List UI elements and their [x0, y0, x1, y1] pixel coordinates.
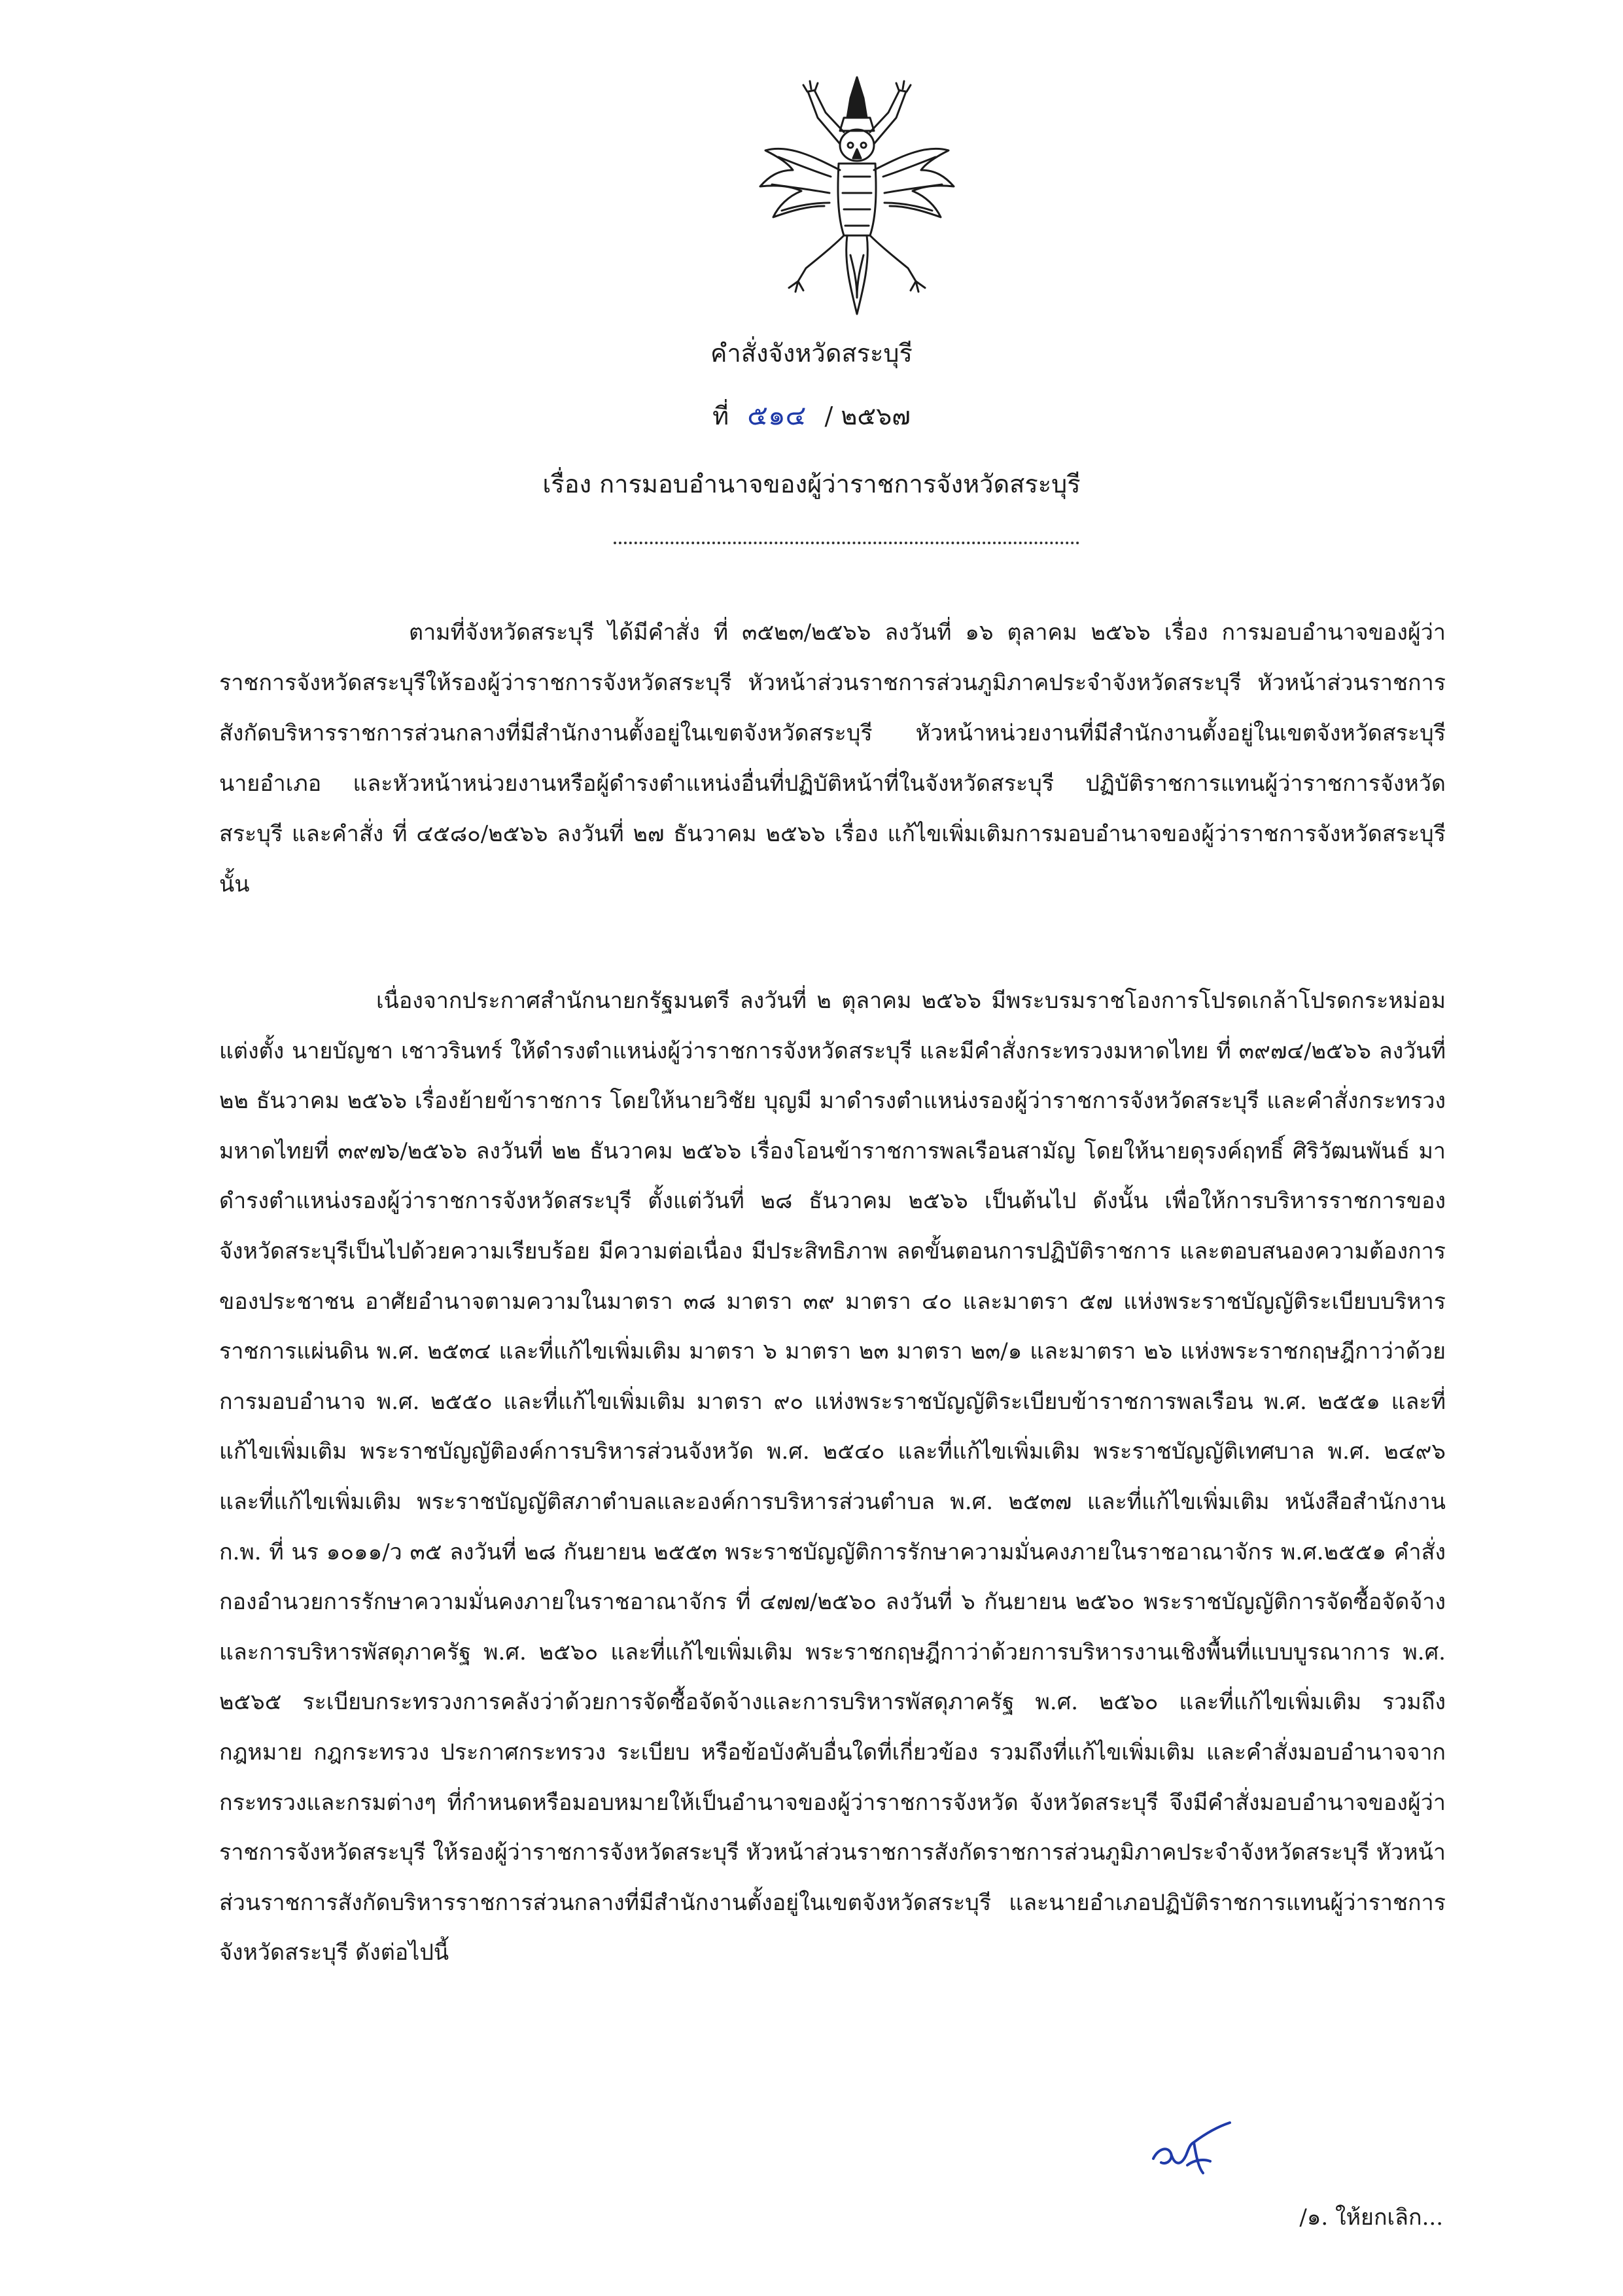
dotted-divider — [614, 542, 1079, 544]
garuda-emblem-icon — [752, 72, 962, 321]
continuation-note: /๑. ให้ยกเลิก... — [1299, 2204, 1443, 2231]
order-subject: เรื่อง การมอบอำนาจของผู้ว่าราชการจังหวัดสระบุรี — [542, 470, 1081, 498]
order-number-line — [0, 399, 1623, 432]
number-prefix: ที่ — [712, 402, 729, 430]
signature-initials-icon — [1148, 2119, 1233, 2182]
order-year: / ๒๕๖๗ — [824, 402, 911, 430]
order-number: ๕๑๔ — [747, 399, 807, 431]
paragraph-background: ตามที่จังหวัดสระบุรี ได้มีคำสั่ง ที่ ๓๕๒๓/๒๕๖๖ ลงวันที่ ๑๖ ตุลาคม ๒๕๖๖ เรื่อง การมอบอำนาจของผู้ว่าราชการจังหวัดสระบุรีให้รองผู้ว่าราชการจังหวัดสระบุรี หัวหน้าส่วนราชการส่วนภูมิภาคประจำจังหวัดสระบุรี หัวหน้าส่วนราชการสังกัดบริหารราชการส่วนกลางที่มีสำนักงานตั้งอยู่ในเขตจังหวัดสระบุรี หัวหน้าหน่วยงานที่มีสำนักงานตั้งอยู่ในเขตจังหวัดสระบุรี นายอำเภอ และหัวหน้าหน่วยงานหรือผู้ดำรงตำแหน่งอื่นที่ปฏิบัติหน้าที่ในจังหวัดสระบุรี ปฏิบัติราชการแทนผู้ว่าราชการจังหวัดสระบุรี และคำสั่ง ที่ ๔๕๘๐/๒๕๖๖ ลงวันที่ ๒๗ ธันวาคม ๒๕๖๖ เรื่อง แก้ไขเพิ่มเติมการมอบอำนาจของผู้ว่าราชการจังหวัดสระบุรี นั้น — [219, 619, 1446, 897]
paragraph-authority: เนื่องจากประกาศสำนักนายกรัฐมนตรี ลงวันที่ ๒ ตุลาคม ๒๕๖๖ มีพระบรมราชโองการโปรดเกล้าโปรดกระหม่อม แต่งตั้ง นายบัญชา เชาวรินทร์ ให้ดำรงตำแหน่งผู้ว่าราชการจังหวัดสระบุรี และมีคำสั่งกระทรวงมหาดไทย ที่ ๓๙๗๔/๒๕๖๖ ลงวันที่ ๒๒ ธันวาคม ๒๕๖๖ เรื่องย้ายข้าราชการ โดยให้นายวิชัย บุญมี มาดำรงตำแหน่งรองผู้ว่าราชการจังหวัดสระบุรี และคำสั่งกระทรวงมหาดไทยที่ ๓๙๗๖/๒๕๖๖ ลงวันที่ ๒๒ ธันวาคม ๒๕๖๖ เรื่องโอนข้าราชการพลเรือนสามัญ โดยให้นายดุรงค์ฤทธิ์ ศิริวัฒนพันธ์ มาดำรงตำแหน่งรองผู้ว่าราชการจังหวัดสระบุรี ตั้งแต่วันที่ ๒๘ ธันวาคม ๒๕๖๖ เป็นต้นไป ดังนั้น เพื่อให้การบริหารราชการของจังหวัดสระบุรีเป็นไปด้วยความเรียบร้อย มีความต่อเนื่อง มีประสิทธิภาพ ลดขั้นตอนการปฏิบัติราชการ และตอบสนองความต้องการของประชาชน อาศัยอำนาจตามความในมาตรา ๓๘ มาตรา ๓๙ มาตรา ๔๐ และมาตรา ๕๗ แห่งพระราชบัญญัติระเบียบบริหารราชการแผ่นดิน พ.ศ. ๒๕๓๔ และที่แก้ไขเพิ่มเติม มาตรา ๖ มาตรา ๒๓ มาตรา ๒๓/๑ และมาตรา ๒๖ แห่งพระราชกฤษฎีกาว่าด้วยการมอบอำนาจ พ.ศ. ๒๕๕๐ และที่แก้ไขเพิ่มเติม มาตรา ๙๐ แห่งพระราชบัญญัติระเบียบข้าราชการพลเรือน พ.ศ. ๒๕๕๑ และที่แก้ไขเพิ่มเติม พระราชบัญญัติองค์การบริหารส่วนจังหวัด พ.ศ. ๒๕๔๐ และที่แก้ไขเพิ่มเติม พระราชบัญญัติเทศบาล พ.ศ. ๒๔๙๖ และที่แก้ไขเพิ่มเติม พระราชบัญญัติสภาตำบลและองค์การบริหารส่วนตำบล พ.ศ. ๒๕๓๗ และที่แก้ไขเพิ่มเติม หนังสือสำนักงาน ก.พ. ที่ นร ๑๐๑๑/ว ๓๕ ลงวันที่ ๒๘ กันยายน ๒๕๕๓ พระราชบัญญัติการรักษาความมั่นคงภายในราชอาณาจักร พ.ศ.๒๕๕๑ คำสั่งกองอำนวยการรักษาความมั่นคงภายในราชอาณาจักร ที่ ๔๗๗/๒๕๖๐ ลงวันที่ ๖ กันยายน ๒๕๖๐ พระราชบัญญัติการจัดซื้อจัดจ้างและการบริหารพัสดุภาครัฐ พ.ศ. ๒๕๖๐ และที่แก้ไขเพิ่มเติม พระราชกฤษฎีกาว่าด้วยการบริหารงานเชิงพื้นที่แบบบูรณาการ พ.ศ. ๒๕๖๕ ระเบียบกระทรวงการคลังว่าด้วยการจัดซื้อจัดจ้างและการบริหารพัสดุภาครัฐ พ.ศ. ๒๕๖๐ และที่แก้ไขเพิ่มเติม รวมถึงกฎหมาย กฎกระทรวง ประกาศกระทรวง ระเบียบ หรือข้อบังคับอื่นใดที่เกี่ยวข้อง รวมถึงที่แก้ไขเพิ่มเติม และคำสั่งมอบอำนาจจากกระทรวงและกรมต่างๆ ที่กำหนดหรือมอบหมายให้เป็นอำนาจของผู้ว่าราชการจังหวัด จังหวัดสระบุรี จึงมีคำสั่งมอบอำนาจของผู้ว่าราชการจังหวัดสระบุรี ให้รองผู้ว่าราชการจังหวัดสระบุรี หัวหน้าส่วนราชการสังกัดราชการส่วนภูมิภาคประจำจังหวัดสระบุรี หัวหน้าส่วนราชการสังกัดบริหารราชการส่วนกลางที่มีสำนักงานตั้งอยู่ในเขตจังหวัดสระบุรี และนายอำเภอปฏิบัติราชการแทนผู้ว่าราชการจังหวัดสระบุรี ดังต่อไปนี้ — [219, 988, 1446, 1966]
order-title: คำสั่งจังหวัดสระบุรี — [710, 339, 913, 368]
